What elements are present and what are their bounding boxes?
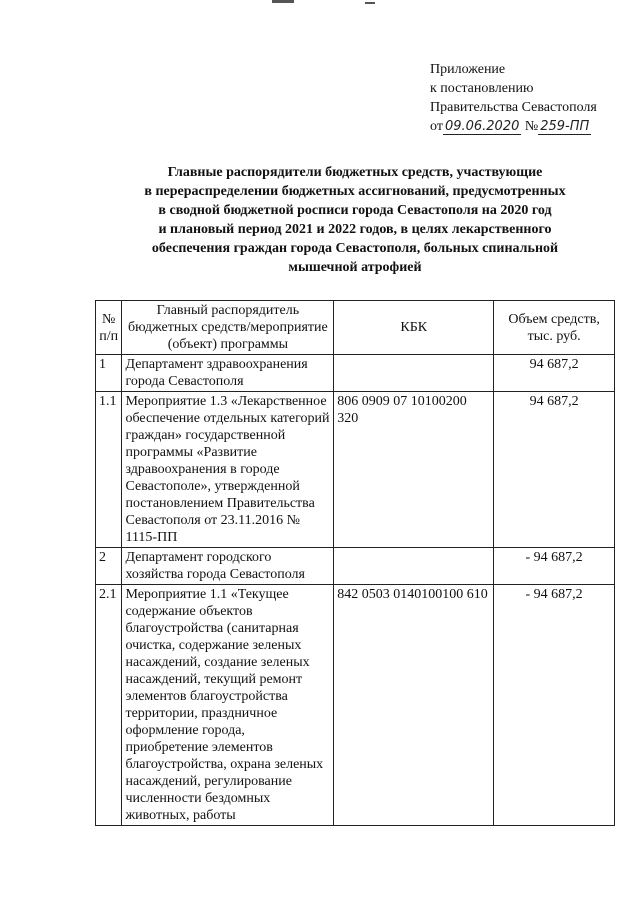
row-num: 2.1: [96, 585, 122, 826]
row-name: Мероприятие 1.3 «Лекарственное обеспечение отдельных категорий граждан» государственной программы «Развитие здравоохранения в городе Севастополе», утвержденной постановлением Правительства Севастополя от 23.11.2016 № 1115-ПП: [122, 392, 334, 548]
table-header-row: [96, 301, 615, 355]
row-sum: 94 687,2: [494, 392, 615, 548]
row-name: Департамент городского хозяйства города Севастополя: [122, 548, 334, 585]
row-num: 1: [96, 355, 122, 392]
header-num: № п/п: [96, 301, 122, 355]
scan-artifact: [365, 2, 375, 4]
row-name: Мероприятие 1.1 «Текущее содержание объектов благоустройства (санитарная очистка, содержание зеленых насаждений, создание зеленых насаждений, текущий ремонт элементов благоустройства территории, праздничное оформление города, приобретение элементов благоустройства, охрана зеленых насаждений, регулирование численности бездомных животных, работы: [122, 585, 334, 826]
document-title: [95, 163, 615, 277]
handwritten-date: 09.06.2020: [444, 119, 520, 134]
budget-table: [95, 300, 615, 826]
row-kbk: 842 0503 0140100100 610: [334, 585, 494, 826]
date-prefix: от: [430, 119, 443, 134]
row-num: 1.1: [96, 392, 122, 548]
header-name: Главный распорядитель бюджетных средств/мероприятие (объект) программы: [122, 301, 334, 355]
handwritten-number: 259-ПП: [540, 119, 590, 134]
title-line: обеспечения граждан города Севастополя, больных спинальной: [151, 241, 559, 256]
row-sum: 94 687,2: [494, 355, 615, 392]
row-kbk: [334, 355, 494, 392]
appendix-line: к постановлению: [430, 81, 534, 96]
table-row: [96, 548, 615, 585]
appendix-line: Правительства Севастополя: [430, 100, 597, 115]
table-row: [96, 585, 615, 826]
appendix-line: Приложение: [430, 62, 506, 77]
scan-artifact: [272, 0, 294, 3]
title-line: мышечной атрофией: [288, 260, 422, 275]
title-line: в перераспределении бюджетных ассигнований, предусмотренных: [144, 184, 566, 199]
row-sum: - 94 687,2: [494, 585, 615, 826]
title-line: в сводной бюджетной росписи города Севастополя на 2020 год: [158, 203, 552, 218]
title-line: и плановый период 2021 и 2022 годов, в целях лекарственного: [158, 222, 552, 237]
row-sum: - 94 687,2: [494, 548, 615, 585]
table-row: [96, 355, 615, 392]
table-row: [96, 392, 615, 548]
header-sum: Объем средств, тыс. руб.: [494, 301, 615, 355]
row-name: Департамент здравоохранения города Севастополя: [122, 355, 334, 392]
title-line: Главные распорядители бюджетных средств, участвующие: [167, 165, 543, 180]
number-prefix: №: [524, 119, 539, 134]
row-kbk: [334, 548, 494, 585]
appendix-block: [430, 60, 597, 136]
appendix-date-line: [430, 117, 597, 136]
header-kbk: КБК: [334, 301, 494, 355]
row-kbk: 806 0909 07 10100200 320: [334, 392, 494, 548]
row-num: 2: [96, 548, 122, 585]
